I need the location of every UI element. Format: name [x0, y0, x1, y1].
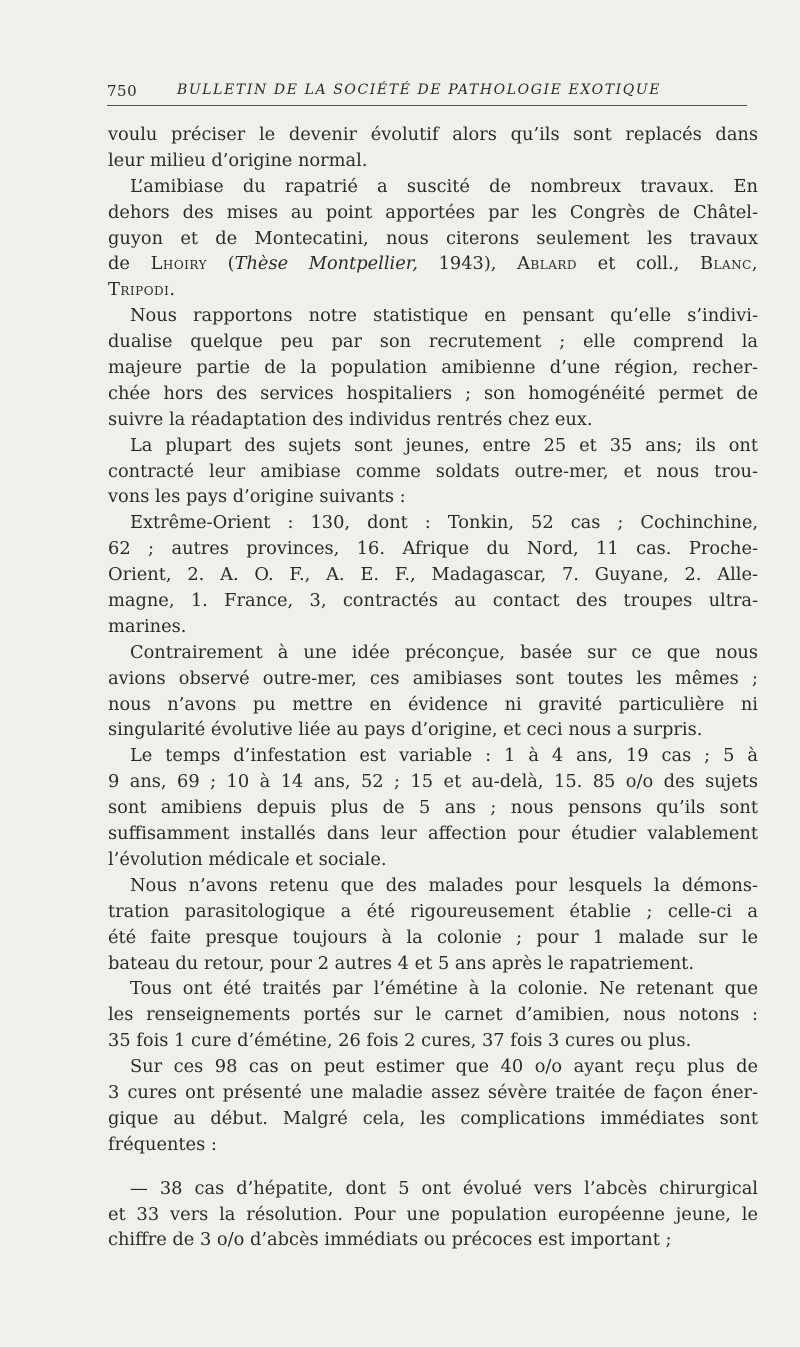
text-segment: Extrême-Orient : 130, dont : Tonkin, 52 cas ; Cochinchine, [130, 512, 758, 534]
text-line [108, 614, 758, 640]
text-line [108, 1054, 758, 1080]
text-segment: contracté leur amibiase comme soldats outre-mer, et nous trou- [108, 460, 758, 482]
text-line [108, 251, 758, 277]
text-segment: L’amibiase du rapatrié a suscité de nombreux travaux. En [130, 175, 758, 197]
text-segment: Nous rapportons notre statistique en pensant qu’elle s’indivi- [130, 305, 758, 327]
text-segment: vons les pays d’origine suivants : [108, 486, 406, 508]
text-line [108, 847, 758, 873]
text-line [108, 1028, 758, 1054]
text-line [108, 795, 758, 821]
text-line [108, 381, 758, 407]
author-name: Lhoiry [150, 253, 208, 275]
text-line [108, 873, 758, 899]
text-line [108, 717, 758, 743]
text-line [108, 1176, 758, 1202]
text-segment: guyon et de Montecatini, nous citerons seulement les travaux [108, 227, 758, 249]
text-segment: été faite presque toujours à la colonie ; pour 1 malade sur le [108, 926, 758, 948]
text-segment: Sur ces 98 cas on peut estimer que 40 o/o ayant reçu plus de [130, 1056, 758, 1078]
author-name: Tripodi [108, 279, 170, 301]
header-rule [107, 105, 747, 106]
text-segment: magne, 1. France, 3, contractés au contact des troupes ultra- [108, 590, 758, 612]
text-segment: Tous ont été traités par l’émétine à la colonie. Ne retenant que [130, 978, 758, 1000]
text-line [108, 1002, 758, 1028]
text-line [108, 692, 758, 718]
text-segment: dehors des mises au point apportées par les Congrès de Châtel- [108, 201, 758, 223]
text-line [108, 925, 758, 951]
text-line [108, 1080, 758, 1106]
text-line [108, 355, 758, 381]
text-segment: ( [207, 253, 235, 275]
text-line [108, 510, 758, 536]
text-segment: majeure partie de la population amibienne d’une région, recher- [108, 357, 758, 379]
text-line [108, 200, 758, 226]
italic-citation: Thèse Montpellier, [234, 253, 418, 275]
text-segment: avions observé outre-mer, ces amibiases sont toutes les mêmes ; [108, 667, 758, 689]
text-segment: Orient, 2. A. O. F., A. E. F., Madagascar, 7. Guyane, 2. Alle- [108, 564, 758, 586]
text-segment: et coll., [577, 253, 700, 275]
author-name: Ablard [517, 253, 578, 275]
text-segment: chiffre de 3 o/o d’abcès immédiats ou précoces est important ; [108, 1229, 672, 1251]
text-segment: 62 ; autres provinces, 16. Afrique du Nord, 11 cas. Proche- [108, 538, 758, 560]
text-line [108, 666, 758, 692]
text-line [108, 122, 758, 148]
text-segment: 9 ans, 69 ; 10 à 14 ans, 52 ; 15 et au-delà, 15. 85 o/o des sujets [108, 771, 758, 793]
text-segment: nous n’avons pu mettre en évidence ni gravité particulière ni [108, 693, 758, 715]
text-line [108, 640, 758, 666]
text-line [108, 899, 758, 925]
text-line [108, 562, 758, 588]
text-segment: 1943), [417, 253, 518, 275]
text-segment: Contrairement à une idée préconçue, basée sur ce que nous [130, 641, 758, 663]
text-segment: — 38 cas d’hépatite, dont 5 ont évolué vers l’abcès chirurgical [130, 1177, 758, 1199]
running-title: BULLETIN DE LA SOCIÉTÉ DE PATHOLOGIE EXOTIQUE [177, 82, 662, 98]
text-line [108, 1132, 758, 1158]
text-line [108, 769, 758, 795]
page-header [107, 78, 752, 108]
paragraph-gap [108, 1158, 758, 1176]
text-segment: de [108, 253, 151, 275]
text-line [108, 821, 758, 847]
body-text [108, 122, 758, 1253]
text-line [108, 1227, 758, 1253]
text-line [108, 459, 758, 485]
text-segment: bateau du retour, pour 2 autres 4 et 5 ans après le rapatriement. [108, 952, 694, 974]
text-segment: fréquentes : [108, 1133, 217, 1155]
text-segment: 35 fois 1 cure d’émétine, 26 fois 2 cures, 37 fois 3 cures ou plus. [108, 1030, 692, 1052]
text-line [108, 174, 758, 200]
author-name: Blanc, [699, 253, 759, 275]
text-line [108, 1106, 758, 1132]
page-number: 750 [107, 82, 138, 100]
text-segment: l’évolution médicale et sociale. [108, 848, 387, 870]
text-segment: tration parasitologique a été rigoureusement établie ; celle-ci a [108, 900, 758, 922]
text-line [108, 588, 758, 614]
text-segment: suffisamment installés dans leur affection pour étudier valablement [108, 823, 758, 845]
text-line [108, 484, 758, 510]
text-segment: . [169, 279, 176, 301]
text-line [108, 536, 758, 562]
text-segment: chée hors des services hospitaliers ; son homogénéité permet de [108, 382, 758, 404]
text-segment: sont amibiens depuis plus de 5 ans ; nous pensons qu’ils sont [108, 797, 758, 819]
text-line [108, 951, 758, 977]
text-segment: marines. [108, 615, 187, 637]
text-line [108, 433, 758, 459]
text-line [108, 226, 758, 252]
text-segment: La plupart des sujets sont jeunes, entre 25 et 35 ans; ils ont [130, 434, 758, 456]
text-segment: et 33 vers la résolution. Pour une population européenne jeune, le [108, 1203, 758, 1225]
text-line [108, 277, 758, 303]
text-segment: Le temps d’infestation est variable : 1 à 4 ans, 19 cas ; 5 à [130, 745, 758, 767]
text-line [108, 743, 758, 769]
text-segment: singularité évolutive liée au pays d’origine, et ceci nous a surpris. [108, 719, 703, 741]
text-line [108, 148, 758, 174]
text-segment: les renseignements portés sur le carnet d’amibien, nous notons : [108, 1004, 758, 1026]
text-line [108, 407, 758, 433]
text-segment: 3 cures ont présenté une maladie assez sévère traitée de façon éner- [108, 1081, 758, 1103]
text-segment: dualise quelque peu par son recrutement ; elle comprend la [108, 331, 758, 353]
text-line [108, 329, 758, 355]
text-segment: leur milieu d’origine normal. [108, 149, 368, 171]
text-segment: suivre la réadaptation des individus rentrés chez eux. [108, 408, 593, 430]
text-segment: gique au début. Malgré cela, les complications immédiates sont [108, 1107, 758, 1129]
text-segment: Nous n’avons retenu que des malades pour lesquels la démons- [130, 874, 758, 896]
text-segment: voulu préciser le devenir évolutif alors qu’ils sont replacés dans [108, 124, 758, 145]
text-line [108, 976, 758, 1002]
text-line [108, 303, 758, 329]
text-line [108, 1202, 758, 1228]
